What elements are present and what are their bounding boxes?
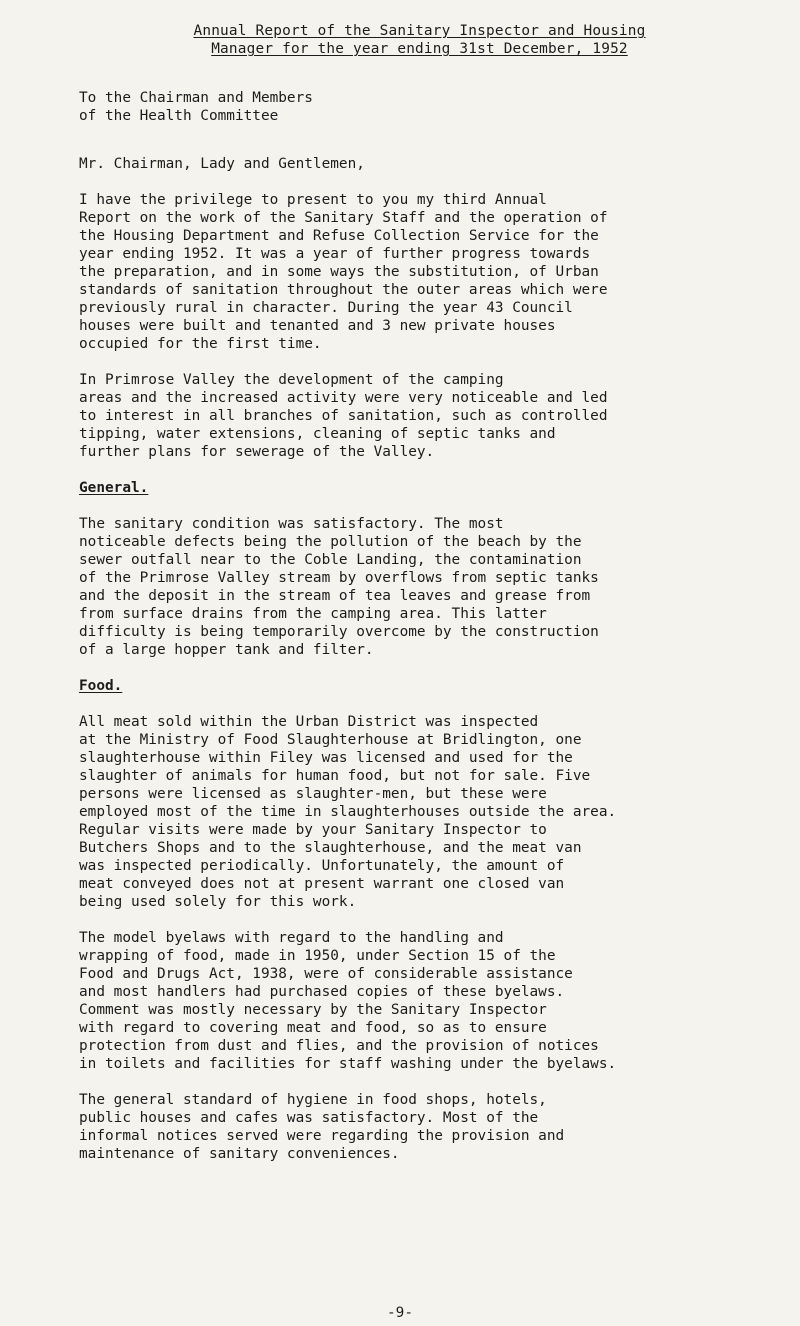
section-heading-label: Food. xyxy=(79,678,123,694)
section-heading-general xyxy=(79,479,760,497)
address-block: To the Chairman and Members of the Health Committee xyxy=(79,90,313,124)
section-paragraph: All meat sold within the Urban District was inspected at the Ministry of Food Slaughterhouse at Bridlington, one slaughterhouse within Filey was licensed and used for the slaughter of animals for human food, but not for sale. Five persons were licensed as slaughter-men, but these were employed most of the time in slaughterhouses outside the area. Regular visits were made by your Sanitary Inspector to Butchers Shops and to the slaughterhouse, and the meat van was inspected periodically. Unfortunately, the amount of meat conveyed does not at present warrant one closed van being used solely for this work. xyxy=(79,714,617,910)
report-title-line-2: Manager for the year ending 31st December, 1952 xyxy=(211,41,628,57)
intro-paragraph: I have the privilege to present to you my third Annual Report on the work of the Sanitary Staff and the operation of the Housing Department and Refuse Collection Service for the year ending 1952. It was a year of further progress towards the preparation, and in some ways the substitution, of Urban standards of sanitation throughout the outer areas which were previously rural in character. During the year 43 Council houses were built and tenanted and 3 new private houses occupied for the first time. xyxy=(79,192,608,352)
intro-paragraph: In Primrose Valley the development of the camping areas and the increased activity were very noticeable and led to interest in all branches of sanitation, such as controlled tipping, water extensions, cleaning of septic tanks and further plans for sewerage of the Valley. xyxy=(79,372,608,460)
report-title xyxy=(79,22,760,58)
salutation: Mr. Chairman, Lady and Gentlemen, xyxy=(79,156,365,172)
section-paragraph: The general standard of hygiene in food shops, hotels, public houses and cafes was satisfactory. Most of the informal notices served were regarding the provision and maintenance of sanitary conveniences. xyxy=(79,1092,565,1162)
section-paragraph: The model byelaws with regard to the handling and wrapping of food, made in 1950, under Section 15 of the Food and Drugs Act, 1938, were of considerable assistance and most handlers had purchased copies of these byelaws. Comment was mostly necessary by the Sanitary Inspector with regard to covering meat and food, so as to ensure protection from dust and flies, and the provision of notices in toilets and facilities for staff washing under the byelaws. xyxy=(79,930,617,1072)
page-number: -9- xyxy=(387,1305,413,1321)
section-heading-label: General. xyxy=(79,480,149,496)
section-paragraph: The sanitary condition was satisfactory. The most noticeable defects being the pollution of the beach by the sewer outfall near to the Coble Landing, the contamination of the Primrose Valley stream by overflows from septic tanks and the deposit in the stream of tea leaves and grease from from surface drains from the camping area. This latter difficulty is being temporarily overcome by the construction of a large hopper tank and filter. xyxy=(79,516,599,658)
section-heading-food xyxy=(79,677,760,695)
report-title-line-1: Annual Report of the Sanitary Inspector and Housing xyxy=(193,23,646,39)
